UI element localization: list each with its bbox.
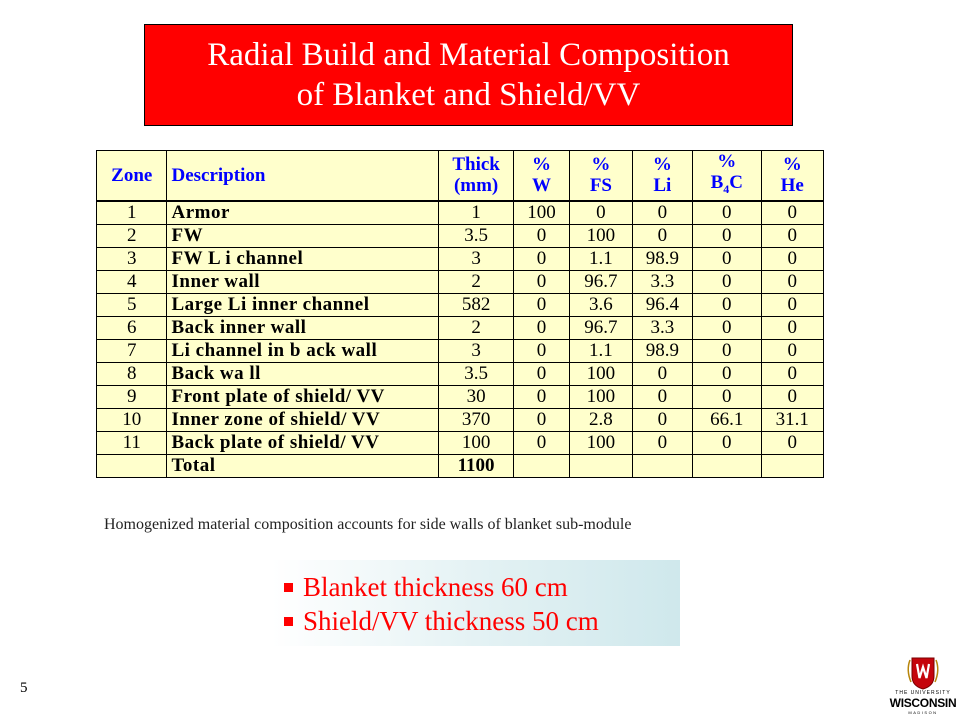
cell-li: 0 (632, 431, 692, 454)
summary-bullets (272, 560, 680, 646)
cell-b4c: 0 (693, 385, 761, 408)
cell-zone: 2 (97, 224, 167, 247)
university-logo (888, 656, 958, 720)
cell-fs: 100 (570, 362, 632, 385)
bullet-item (284, 570, 680, 604)
bullet-square-icon (284, 617, 293, 626)
cell-w: 0 (513, 408, 569, 431)
cell-he: 0 (761, 224, 823, 247)
cell-li: 3.3 (632, 270, 692, 293)
cell-li: 96.4 (632, 293, 692, 316)
empty-cell (632, 454, 692, 477)
table-row (97, 316, 824, 339)
cell-description: Armor (167, 201, 439, 225)
cell-description: Inner zone of shield/ VV (167, 408, 439, 431)
cell-fs: 100 (570, 431, 632, 454)
cell-description: FW (167, 224, 439, 247)
page-number: 5 (20, 680, 28, 696)
header-zone: Zone (97, 151, 167, 201)
cell-fs: 1.1 (570, 339, 632, 362)
cell-b4c: 0 (693, 316, 761, 339)
bullet-text: Shield/VV thickness 50 cm (303, 606, 599, 636)
cell-w: 0 (513, 339, 569, 362)
cell-description: Back inner wall (167, 316, 439, 339)
cell-b4c: 0 (693, 339, 761, 362)
cell-he: 0 (761, 431, 823, 454)
cell-description: Back plate of shield/ VV (167, 431, 439, 454)
cell-b4c: 0 (693, 293, 761, 316)
logo-line-3: MADISON (908, 710, 938, 715)
cell-w: 0 (513, 431, 569, 454)
logo-line-2: WISCONSIN (889, 696, 957, 710)
cell-he: 0 (761, 201, 823, 225)
cell-li: 0 (632, 201, 692, 225)
cell-thick: 1 (439, 201, 514, 225)
empty-cell (693, 454, 761, 477)
cell-he: 0 (761, 316, 823, 339)
cell-zone: 4 (97, 270, 167, 293)
bullet-square-icon (284, 583, 293, 592)
cell-li: 98.9 (632, 247, 692, 270)
cell-zone: 5 (97, 293, 167, 316)
cell-b4c: 66.1 (693, 408, 761, 431)
cell-w: 0 (513, 385, 569, 408)
total-label: Total (167, 454, 439, 477)
cell-b4c: 0 (693, 431, 761, 454)
cell-thick: 582 (439, 293, 514, 316)
slide-title-line-2: of Blanket and Shield/VV (296, 77, 641, 113)
cell-w: 0 (513, 247, 569, 270)
table-row (97, 385, 824, 408)
cell-zone: 6 (97, 316, 167, 339)
cell-description: Inner wall (167, 270, 439, 293)
cell-zone: 8 (97, 362, 167, 385)
cell-thick: 370 (439, 408, 514, 431)
header-fs: % FS (570, 151, 632, 201)
cell-description: FW L i channel (167, 247, 439, 270)
header-w: % W (513, 151, 569, 201)
cell-b4c: 0 (693, 224, 761, 247)
table-row (97, 408, 824, 431)
slide-title-line-1: Radial Build and Material Composition (207, 37, 730, 73)
total-thick: 1100 (439, 454, 514, 477)
bullet-text: Blanket thickness 60 cm (303, 572, 568, 602)
cell-thick: 2 (439, 270, 514, 293)
cell-zone: 7 (97, 339, 167, 362)
table-row (97, 362, 824, 385)
cell-li: 0 (632, 224, 692, 247)
cell-zone: 1 (97, 201, 167, 225)
cell-fs: 100 (570, 224, 632, 247)
cell-w: 100 (513, 201, 569, 225)
cell-li: 0 (632, 385, 692, 408)
cell-w: 0 (513, 293, 569, 316)
cell-thick: 100 (439, 431, 514, 454)
cell-fs: 100 (570, 385, 632, 408)
empty-cell (570, 454, 632, 477)
cell-thick: 30 (439, 385, 514, 408)
cell-fs: 1.1 (570, 247, 632, 270)
cell-thick: 3.5 (439, 362, 514, 385)
empty-cell (513, 454, 569, 477)
cell-fs: 2.8 (570, 408, 632, 431)
cell-thick: 3 (439, 247, 514, 270)
cell-he: 0 (761, 385, 823, 408)
radial-build-table (96, 150, 824, 478)
slide-title-box (144, 24, 793, 126)
empty-cell (761, 454, 823, 477)
header-b4c: % $B_4C$ (693, 151, 761, 201)
cell-zone: 11 (97, 431, 167, 454)
cell-zone: 3 (97, 247, 167, 270)
cell-fs: 0 (570, 201, 632, 225)
table-row (97, 247, 824, 270)
cell-description: Li channel in b ack wall (167, 339, 439, 362)
cell-w: 0 (513, 362, 569, 385)
cell-li: 98.9 (632, 339, 692, 362)
empty-cell (97, 454, 167, 477)
cell-he: 0 (761, 362, 823, 385)
cell-w: 0 (513, 316, 569, 339)
table-row (97, 339, 824, 362)
cell-he: 0 (761, 247, 823, 270)
cell-zone: 10 (97, 408, 167, 431)
cell-li: 0 (632, 362, 692, 385)
table-row (97, 293, 824, 316)
cell-li: 0 (632, 408, 692, 431)
table-row (97, 201, 824, 225)
cell-b4c: 0 (693, 362, 761, 385)
header-thick: Thick (mm) (439, 151, 514, 201)
cell-description: Large Li inner channel (167, 293, 439, 316)
cell-he: 0 (761, 339, 823, 362)
cell-fs: 96.7 (570, 270, 632, 293)
cell-he: 31.1 (761, 408, 823, 431)
cell-thick: 2 (439, 316, 514, 339)
cell-b4c: 0 (693, 247, 761, 270)
table-row (97, 431, 824, 454)
cell-b4c: 0 (693, 270, 761, 293)
header-description: Description (167, 151, 439, 201)
header-he: % He (761, 151, 823, 201)
header-li: % Li (632, 151, 692, 201)
crest-icon (888, 656, 958, 690)
cell-fs: 96.7 (570, 316, 632, 339)
table-row (97, 224, 824, 247)
cell-w: 0 (513, 270, 569, 293)
cell-he: 0 (761, 270, 823, 293)
bullet-item (284, 604, 680, 638)
cell-he: 0 (761, 293, 823, 316)
table-header-row (97, 151, 824, 201)
cell-w: 0 (513, 224, 569, 247)
cell-zone: 9 (97, 385, 167, 408)
cell-fs: 3.6 (570, 293, 632, 316)
cell-description: Front plate of shield/ VV (167, 385, 439, 408)
cell-thick: 3 (439, 339, 514, 362)
table-footnote: Homogenized material composition accounts for side walls of blanket sub-module (104, 516, 632, 533)
cell-li: 3.3 (632, 316, 692, 339)
table-total-row (97, 454, 824, 477)
cell-thick: 3.5 (439, 224, 514, 247)
cell-b4c: 0 (693, 201, 761, 225)
cell-description: Back wa ll (167, 362, 439, 385)
logo-line-1: THE UNIVERSITY (895, 690, 951, 696)
table-row (97, 270, 824, 293)
